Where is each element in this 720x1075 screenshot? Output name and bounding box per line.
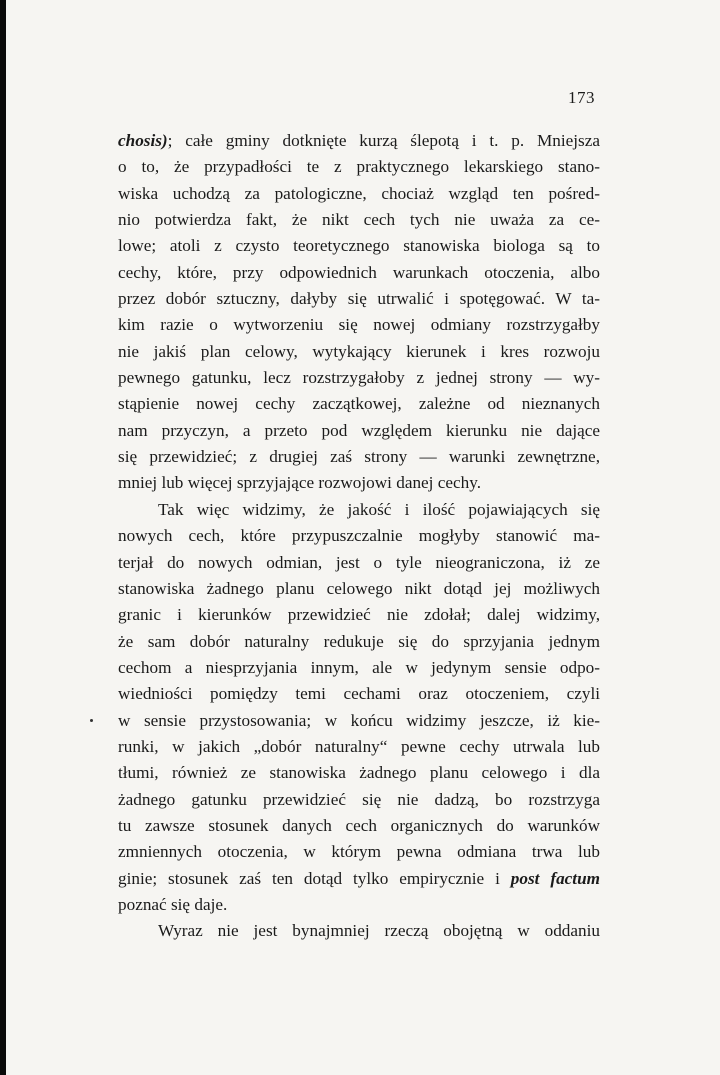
text-line: Wyraz nie jest bynajmniej rzeczą obojętną w oddaniu xyxy=(158,921,600,941)
text-line: się przewidzieć; z drugiej zaś strony — warunki zewnętrzne, xyxy=(118,447,600,467)
text-line: nio potwierdza fakt, że nikt cech tych nie uważa za ce- xyxy=(118,210,600,230)
text-line: żadnego gatunku przewidzieć się nie dadzą, bo rozstrzyga xyxy=(118,789,600,809)
binding-edge xyxy=(0,0,6,1075)
text-line: mniej lub więcej sprzyjające rozwojowi danej cechy. xyxy=(118,473,482,493)
text-line: runki, w jakich „dobór naturalny“ pewne cechy utrwala lub xyxy=(118,736,600,756)
body-text xyxy=(118,128,600,945)
text-line: nam przyczyn, a przeto pod względem kierunku nie dające xyxy=(118,420,600,440)
text-line: tłumi, również ze stanowiska żadnego planu celowego i dla xyxy=(118,763,600,783)
text-line xyxy=(118,128,600,154)
text-line: Tak więc widzimy, że jakość i ilość pojawiających się xyxy=(158,499,600,519)
text-segment: ; całe gminy dotknięte kurzą ślepotą i t. p. Mniejsza xyxy=(167,131,600,150)
text-line: pewnego gatunku, lecz rozstrzygałoby z jednej strony — wy- xyxy=(118,368,600,388)
text-line: nie jakiś plan celowy, wytykający kierunek i kres rozwoju xyxy=(118,341,600,361)
text-line: terjał do nowych odmian, jest o tyle nieograniczona, iż ze xyxy=(118,552,600,572)
italic-word: chosis) xyxy=(118,131,168,150)
text-segment: ginie; stosunek zaś ten dotąd tylko empirycznie i xyxy=(118,868,500,888)
text-line xyxy=(118,866,600,892)
text-line: o to, że przypadłości te z praktycznego lekarskiego stano- xyxy=(118,157,600,177)
text-line: nowych cech, które przypuszczalnie mogłyby stanowić ma- xyxy=(118,526,600,546)
text-line: cechy, które, przy odpowiednich warunkach otoczenia, albo xyxy=(118,262,600,282)
text-line: wiska uchodzą za patologiczne, chociaż wzgląd ten pośred- xyxy=(118,183,600,203)
print-speck xyxy=(90,719,93,722)
text-line: zmniennych otoczenia, w którym pewna odmiana trwa lub xyxy=(118,842,600,862)
text-line: że sam dobór naturalny redukuje się do sprzyjania jednym xyxy=(118,631,600,651)
text-line: przez dobór sztuczny, dałyby się utrwalić i spotęgować. W ta- xyxy=(118,289,600,309)
text-line: tu zawsze stosunek danych cech organicznych do warunków xyxy=(118,815,600,835)
text-line: cechom a niesprzyjania innym, ale w jedynym sensie odpo- xyxy=(118,657,600,677)
page-number: 173 xyxy=(568,88,595,107)
text-line: granic i kierunków przewidzieć nie zdołał; dalej widzimy, xyxy=(118,605,600,625)
text-line: poznać się daje. xyxy=(118,894,228,914)
text-line: stanowiska żadnego planu celowego nikt dotąd jej możliwych xyxy=(118,578,600,598)
text-line: lowe; atoli z czysto teoretycznego stanowiska biologa są to xyxy=(118,236,600,256)
text-line: wiedniości pomiędzy temi cechami oraz otoczeniem, czyli xyxy=(118,684,600,704)
text-line: w sensie przystosowania; w końcu widzimy jeszcze, iż kie- xyxy=(118,710,600,730)
text-line: stąpienie nowej cechy zaczątkowej, zależne od nieznanych xyxy=(118,394,600,414)
italic-phrase: post factum xyxy=(510,868,600,888)
text-line: kim razie o wytworzeniu się nowej odmiany rozstrzygałby xyxy=(118,315,600,335)
